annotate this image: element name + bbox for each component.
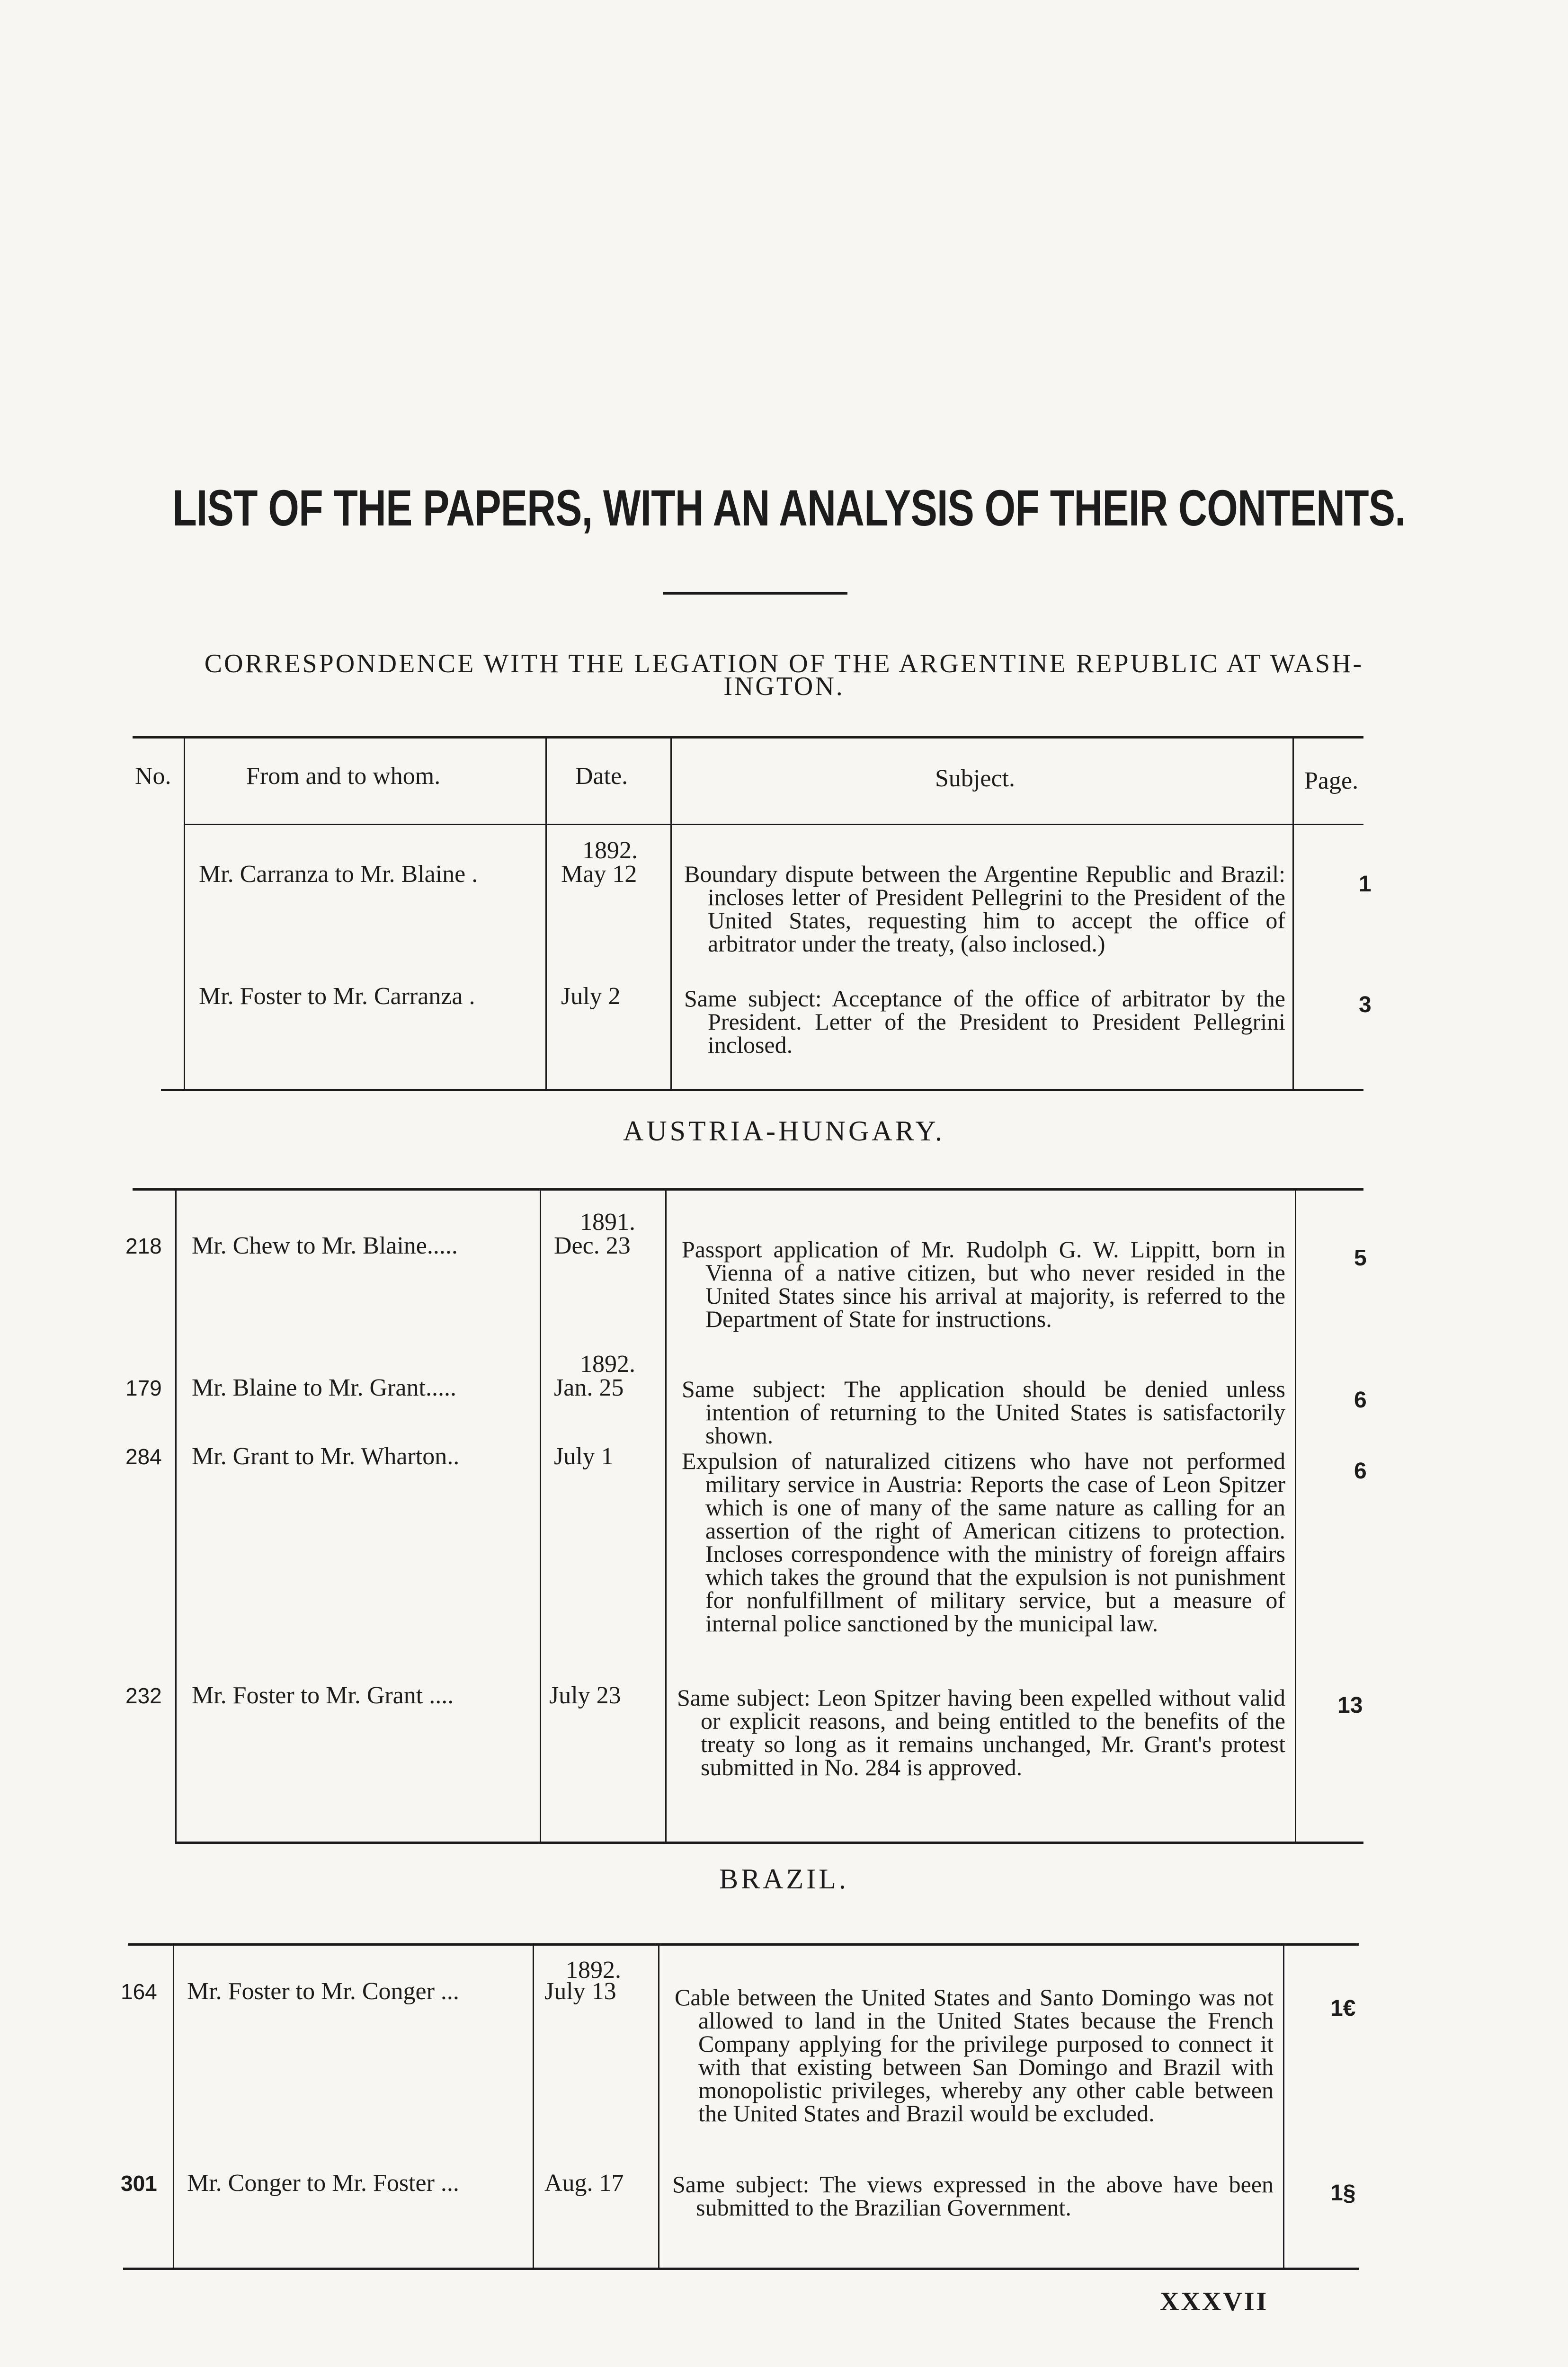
from-to: Mr. Grant to Mr. Wharton.. [192,1443,460,1470]
table-bottom-rule [161,1089,1363,1091]
table-top-rule [133,736,1363,739]
subject: Cable between the United States and Santo Domingo was not allowed to land in the United States because the French Company applying for the privilege purposed to connect it with that existing between San Domingo and Brazil with monopolistic privileges, whereby any other cable between the United States and Brazil would be excluded. [675,1984,1274,2127]
section-heading-text: CORRESPONDENCE WITH THE LEGATION OF THE ARGENTINE REPUBLIC AT WASH- INGTON. [204,649,1364,701]
page-number: 1€ [1330,1996,1356,2021]
date-year: 1892. [566,1957,621,1984]
from-to: Mr. Foster to Mr. Carranza . [199,983,475,1010]
subject: Expulsion of naturalized citizens who have not performed military service in Austria: Reports the case of Leon Spitzer which is one of many of the same nature as calling for an assertion of the right of American citizens to protection. Incloses correspondence with the ministry of foreign affairs which takes the ground that the expulsion is not punishment for nonfulfillment of military service, but a measure of internal police sanctioned by the municipal law. [682,1448,1285,1637]
table-top-rule [133,1188,1363,1191]
from-to: Mr. Carranza to Mr. Blaine . [199,861,478,888]
column-header-from-to: From and to whom. [246,763,441,790]
subject: Same subject: The views expressed in the above have been submitted to the Brazilian Government. [672,2171,1274,2221]
section-heading-brazil: BRAZIL. [719,1863,849,1895]
page-number: 1§ [1330,2180,1356,2206]
date: Aug. 17 [544,2170,624,2197]
from-to: Mr. Foster to Mr. Grant .... [192,1682,454,1709]
section-heading-argentine [0,649,1568,701]
subject: Same subject: Leon Spitzer having been expelled without valid or explicit reasons, and being entitled to the benefits of the treaty so long as it remains unchanged, Mr. Grant's protest submitted in No. 284 is approved. [677,1684,1285,1780]
date: July 23 [549,1682,621,1709]
column-divider [175,1188,177,1842]
page-number: 6 [1354,1459,1367,1484]
date-year: 1892. [582,837,638,864]
date: May 12 [561,861,637,888]
paper-number: 179 [125,1376,162,1400]
date: July 1 [554,1443,614,1470]
date-year: 1892. [580,1351,635,1378]
column-divider [540,1188,541,1842]
column-divider [670,736,672,1089]
from-to: Mr. Conger to Mr. Foster ... [187,2170,459,2197]
subject: Same subject: Acceptance of the office of arbitrator by the President. Letter of the President to President Pellegrini inclosed. [684,985,1285,1058]
page-number: 5 [1354,1246,1367,1271]
table-top-rule [128,1943,1359,1946]
subject: Same subject: The application should be denied unless intention of returning to the United States is satisfactorily shown. [682,1376,1285,1449]
column-divider [533,1943,534,2268]
column-header-subject: Subject. [935,765,1015,792]
date-year: 1891. [580,1209,635,1236]
page-number: 13 [1337,1693,1363,1718]
paper-number: 164 [121,1979,157,2004]
date: Jan. 25 [554,1374,624,1401]
column-divider [658,1943,659,2268]
column-divider [665,1188,667,1842]
paper-number: 232 [125,1683,162,1708]
date: July 2 [561,983,621,1010]
from-to: Mr. Blaine to Mr. Grant..... [192,1374,456,1401]
page-number: 1 [1359,872,1372,897]
page-title: LIST OF THE PAPERS, WITH AN ANALYSIS OF THEIR CONTENTS. [172,479,1406,536]
table-bottom-rule [175,1842,1363,1844]
column-divider [1295,1188,1296,1842]
column-divider [184,736,185,1089]
section-heading-austria-hungary: AUSTRIA-HUNGARY. [623,1115,945,1147]
title-divider [663,592,847,595]
column-divider [1283,1943,1284,2268]
page-number: 6 [1354,1388,1367,1413]
column-divider [173,1943,174,2268]
paper-number: 284 [125,1444,162,1469]
page-number: 3 [1359,992,1372,1017]
column-header-no: No. [135,763,171,790]
date: July 13 [544,1978,616,2005]
date: Dec. 23 [554,1232,631,1259]
header-bottom-rule [185,824,1363,825]
column-header-date: Date. [575,763,628,790]
paper-number: 301 [121,2171,157,2196]
column-divider [1292,736,1294,1089]
paper-number: 218 [125,1234,162,1258]
subject: Passport application of Mr. Rudolph G. W. Lippitt, born in Vienna of a native citizen, but who never resided in the United States since his arrival at majority, is referred to the Department of State for instructions. [682,1236,1285,1332]
table-bottom-rule [123,2268,1359,2270]
from-to: Mr. Chew to Mr. Blaine..... [192,1232,458,1259]
column-header-page: Page. [1304,767,1359,794]
column-divider [545,736,547,1089]
from-to: Mr. Foster to Mr. Conger ... [187,1978,459,2005]
page-footer-number: XXXVII [1160,2287,1269,2316]
subject: Boundary dispute between the Argentine Republic and Brazil: incloses letter of President Pellegrini to the President of the United States, requesting him to accept the office of arbitrator under the treaty, (also inclosed.) [684,861,1285,957]
